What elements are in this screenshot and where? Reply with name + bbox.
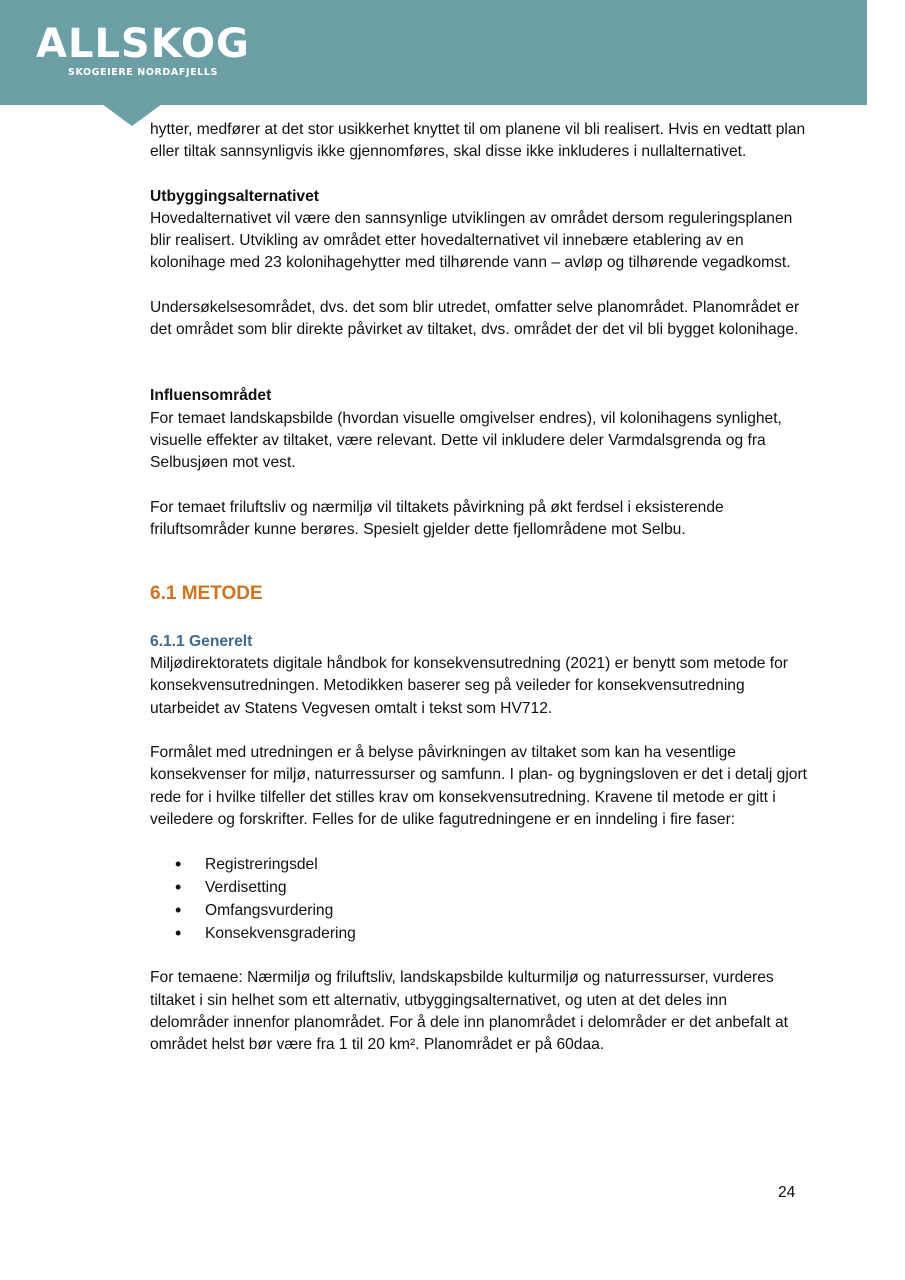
header-band: [0, 0, 867, 105]
undersokelse-paragraph: Undersøkelsesområdet, dvs. det som blir utredet, omfatter selve planområdet. Planområdet er det området som blir direkte påvirket av tiltaket, dvs. området der det vil bli bygget kolonihage.: [150, 298, 800, 339]
logo-tagline: SKOGEIERE NORDAFJELLS: [68, 67, 218, 78]
influens-paragraph: For temaet landskapsbilde (hvordan visuelle omgivelser endres), vil kolonihagens synlighet, visuelle effekter av tiltaket, være relevant. Dette vil inkludere deler Varmdalsgrenda og fra Selbusjøen mot vest.: [150, 409, 782, 472]
formal-paragraph: Formålet med utredningen er å belyse påvirkningen av tiltaket som kan ha vesentlige konsekvenser for miljø, naturressurser og samfunn. I plan- og bygningsloven er det i detalj gjort rede for i hvilke tilfeller det stilles krav om konsekvensutredning. Kravene til metode er gitt i veiledere og forskrifter. Felles for de ulike fagutredningene er en inndeling i fire faser:: [150, 744, 807, 828]
subsection-heading-generelt: 6.1.1 Generelt: [150, 633, 253, 651]
list-item: • Verdisetting: [205, 876, 810, 899]
allskog-logo: [36, 22, 250, 78]
document-body: [150, 119, 810, 1056]
list-item: • Registreringsdel: [205, 853, 810, 876]
temaene-paragraph: For temaene: Nærmiljø og friluftsliv, landskapsbilde kulturmiljø og naturressurser, vurderes tiltaket i sin helhet som ett alternativ, utbyggingsalternativet, og uten at det deles inn delområder innenfor planområdet. For å dele inn planområdet i delområder er det anbefalt at området helst bør være fra 1 til 20 km². Planområdet er på 60daa.: [150, 969, 788, 1054]
phase-list: [150, 853, 810, 945]
list-item: • Omfangsvurdering: [205, 899, 810, 922]
utbygging-paragraph: Hovedalternativet vil være den sannsynlige utviklingen av området dersom reguleringsplanen blir realisert. Utvikling av området etter hovedalternativet vil innebære etablering av en kolonihage med 23 kolonihagehytter med tilhørende vann – avløp og tilhørende vegadkomst.: [150, 209, 793, 272]
page-number: 24: [778, 1184, 796, 1201]
utbygging-heading: Utbyggingsalternativet: [150, 187, 319, 205]
friluft-paragraph: For temaet friluftsliv og nærmiljø vil tiltakets påvirkning på økt ferdsel i eksisterende friluftsområder kunne berøres. Spesielt gjelder dette fjellområdene mot Selbu.: [150, 498, 724, 538]
section-heading-metode: 6.1 METODE: [150, 583, 263, 605]
logo-wordmark: ALLSKOG: [36, 21, 250, 67]
influens-heading: Influensområdet: [150, 387, 272, 405]
intro-paragraph: hytter, medfører at det stor usikkerhet knyttet til om planene vil bli realisert. Hvis en vedtatt plan eller tiltak sannsynligvis ikke gjennomføres, skal disse ikke inkluderes i nullalternativet.: [150, 121, 806, 161]
generelt-paragraph: Miljødirektoratets digitale håndbok for konsekvensutredning (2021) er benytt som metode for konsekvensutredningen. Metodikken baserer seg på veileder for konsekvensutredning utarbeidet av Statens Vegvesen omtalt i tekst som HV712.: [150, 655, 788, 717]
list-item: • Konsekvensgradering: [205, 922, 810, 945]
